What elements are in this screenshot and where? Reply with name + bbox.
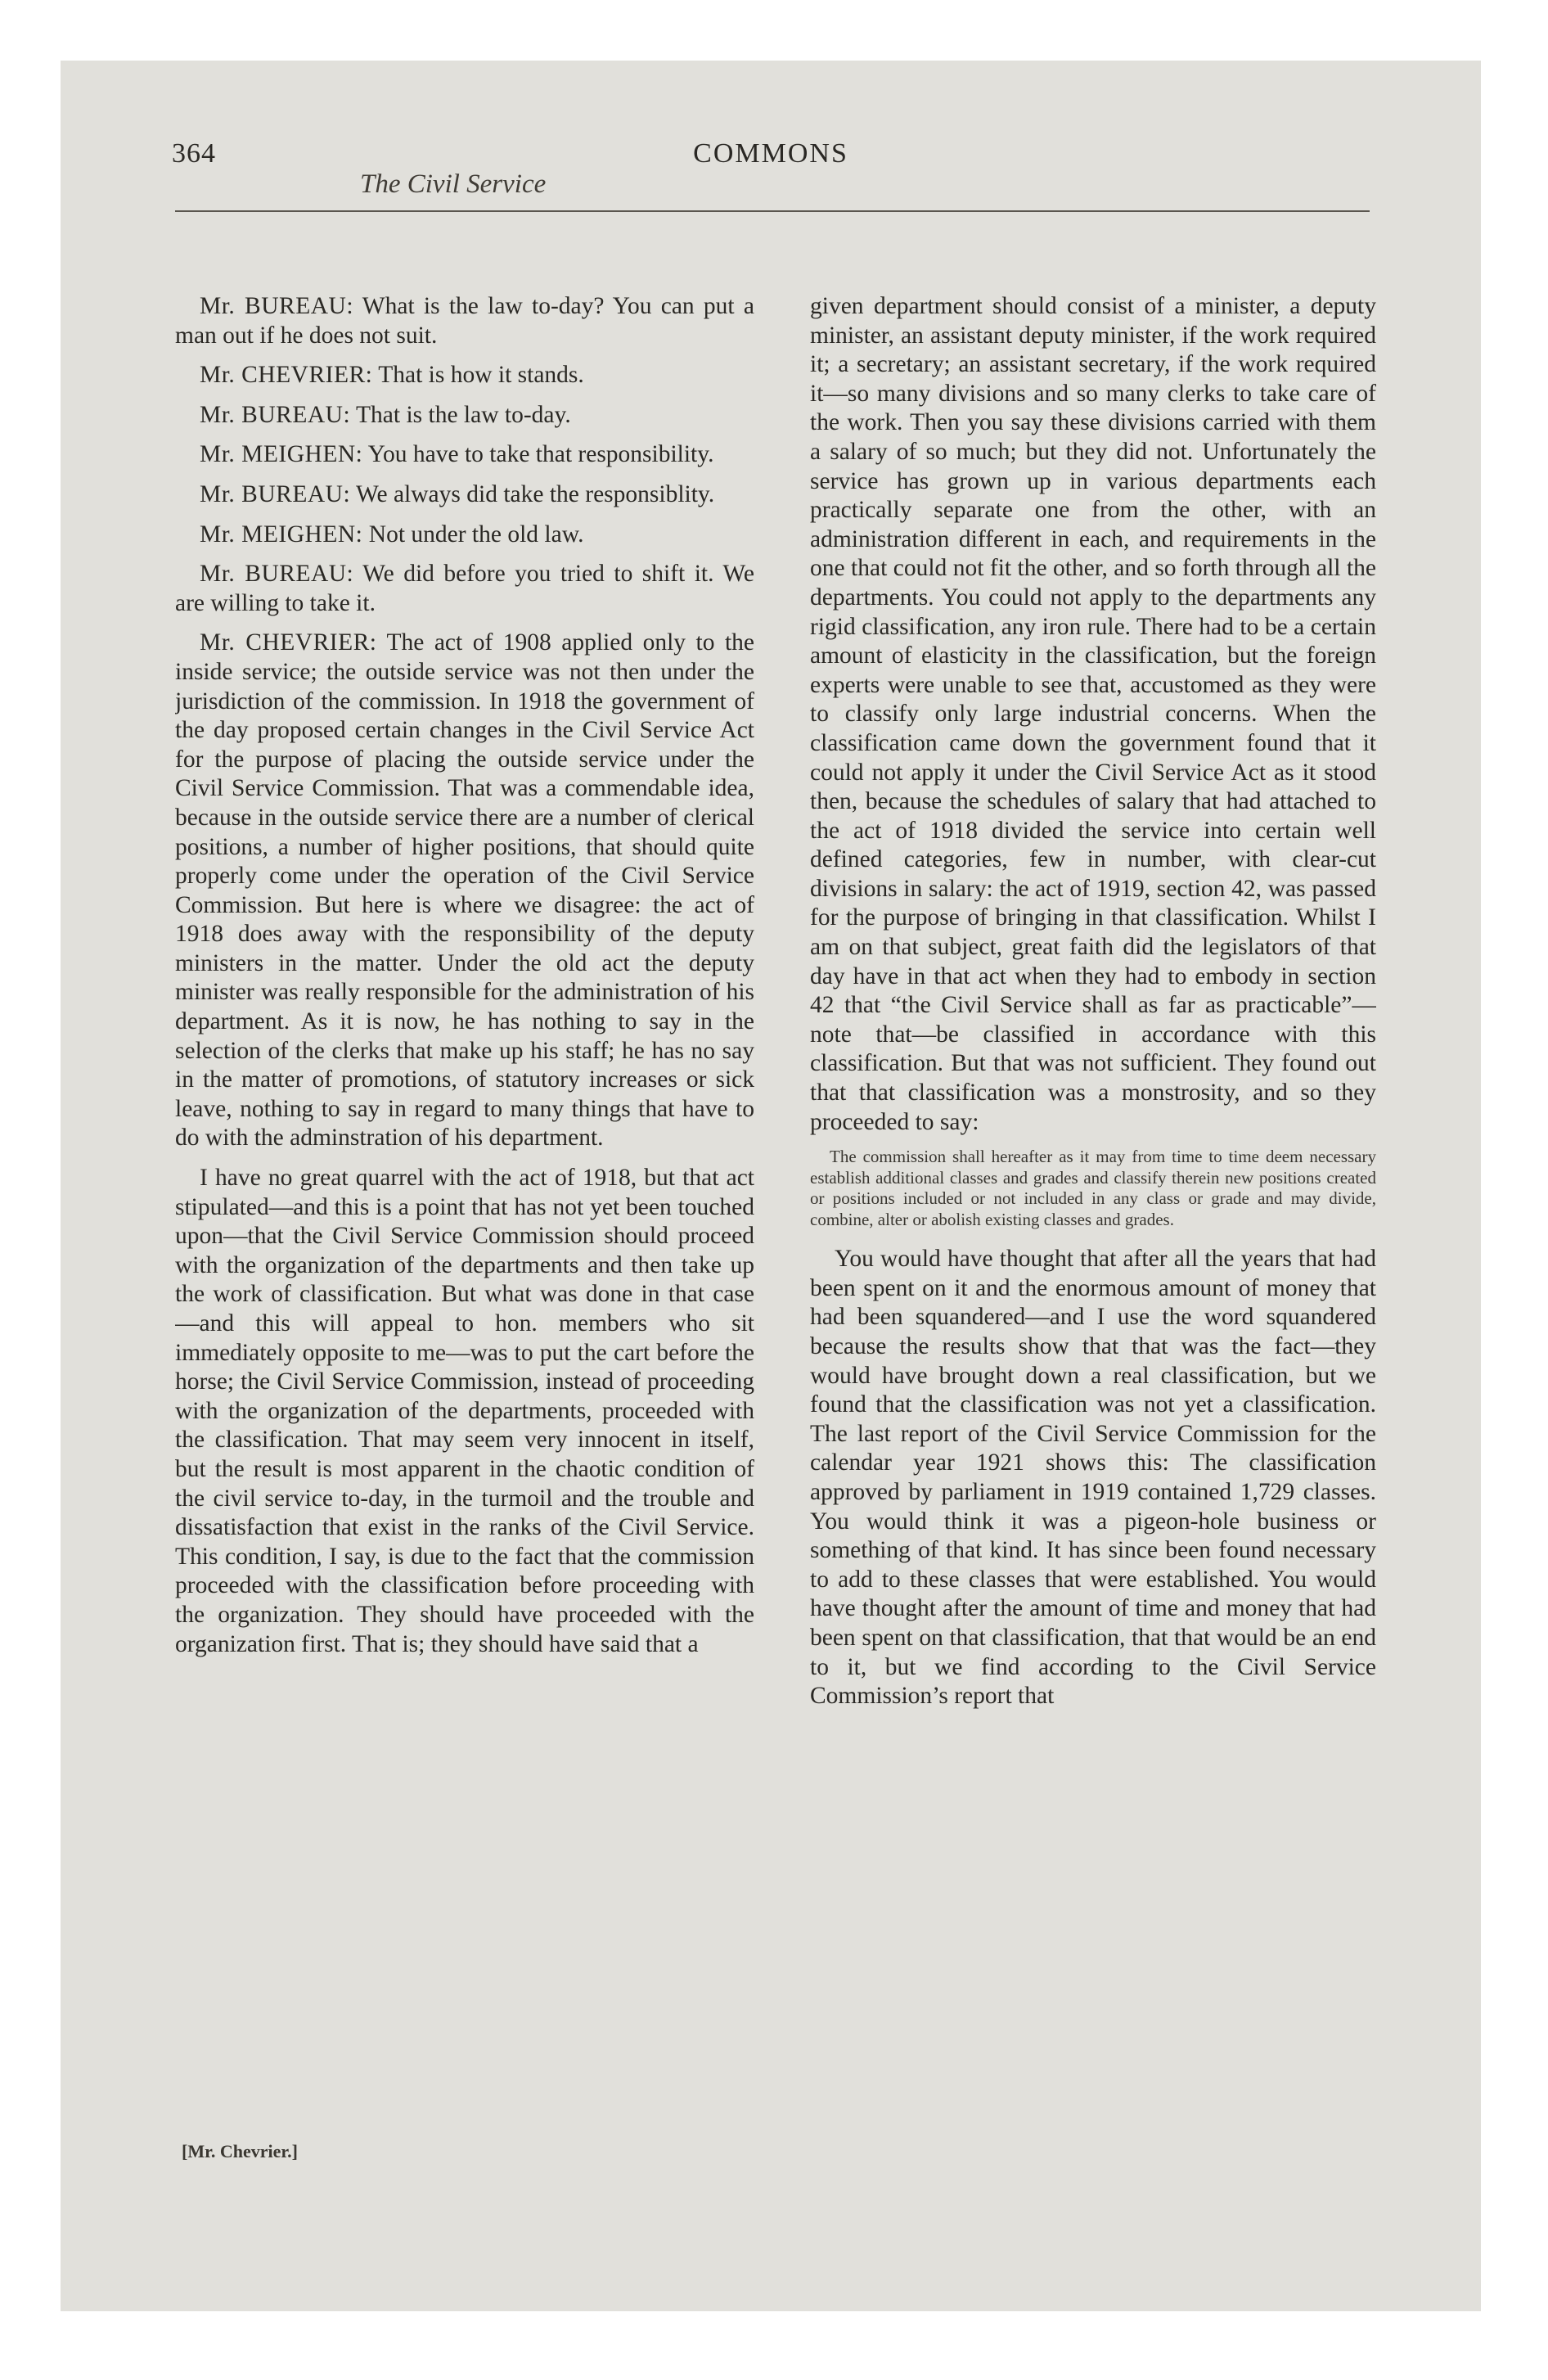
section-title: The Civil Service bbox=[360, 169, 547, 199]
paragraph bbox=[175, 480, 754, 510]
paragraph bbox=[175, 1164, 754, 1659]
paragraph bbox=[175, 292, 754, 350]
running-head: COMMONS bbox=[693, 138, 848, 169]
scanned-page bbox=[61, 61, 1481, 2311]
speaker-name: Mr. CHEVRIER: bbox=[200, 362, 373, 389]
speaker-name: Mr. BUREAU: bbox=[200, 401, 351, 428]
paragraph-text: Not under the old law. bbox=[362, 521, 584, 548]
paragraph bbox=[175, 629, 754, 1153]
left-column bbox=[175, 292, 754, 2256]
page-number: 364 bbox=[172, 138, 216, 169]
speaker-name: Mr. BUREAU: bbox=[200, 561, 354, 588]
paragraph-text: That is the law to-day. bbox=[350, 401, 571, 428]
paragraph bbox=[175, 361, 754, 390]
paragraph-text: We did before you tried to shift it. We are willing to take it. bbox=[175, 561, 754, 616]
paragraph: given department should consist of a minister, a deputy minister, an assistant deputy minister, if the work required it; a secretary; an assistant secretary, if the work required it—so many divisions and so many clerks to take care of the work. Then you say these divisions carried with them a salary of so much; but they did not. Unfortunately the service has grown up in various departments each practically separate one from the other, with an administration different in each, and requirements in the one that could not fit the other, and so forth through all the departments. You could not apply to the departments any rigid classification, any iron rule. There had to be a certain amount of elasticity in the classification, but the foreign experts were unable to see that, accustomed as they were to classify only large industrial concerns. When the classification came down the government found that it could not apply it under the Civil Service Act as it stood then, because the schedules of salary that had attached to the act of 1918 divided the service into certain well defined categories, few in number, with clear-cut divisions in salary: the act of 1919, section 42, was passed for the purpose of bringing in that classification. Whilst I am on that subject, great faith did the legislators of that day have in that act when they had to embody in section 42 that “the Civil Service shall as far as practicable”—note that—be classified in accordance with this classification. But that was not sufficient. They found out that that classification was a monstrosity, and so they proceeded to say: bbox=[810, 293, 1376, 1135]
speaker-name: Mr. MEIGHEN: bbox=[200, 441, 363, 468]
paragraph bbox=[175, 440, 754, 470]
paragraph bbox=[175, 401, 754, 430]
page-header bbox=[61, 138, 1481, 237]
paragraph bbox=[175, 560, 754, 618]
paragraph bbox=[175, 521, 754, 550]
paragraph-text: The act of 1908 applied only to the inside service; the outside service was not then under the jurisdiction of the commission. In 1918 the government of the day proposed certain changes in the Civil Service Act for the purpose of placing the outside service under the Civil Service Commission. That was a commendable idea, because in the outside service there are a number of clerical positions, a number of higher positions, that should quite properly come under the operation of the Civil Service Commission. But here is where we disagree: the act of 1918 does away with the responsibility of the deputy ministers in the matter. Under the old act the deputy minister was really responsible for the administration of his department. As it is now, he has nothing to say in the selection of the clerks that make up his staff; he has no say in the matter of promotions, of statutory increases or sick leave, nothing to say in regard to many things that have to do with the adminstration of his department. bbox=[175, 629, 754, 1152]
statute-quote: The commission shall hereafter as it may from time to time deem necessary establish additional classes and grades and classify therein new positions created or positions included or not included in any class or grade and may divide, combine, alter or abolish existing classes and grades. bbox=[810, 1147, 1376, 1229]
header-rule bbox=[175, 210, 1370, 212]
paragraph-text: We always did take the responsiblity. bbox=[350, 480, 715, 507]
speaker-attribution: [Mr. Chevrier.] bbox=[182, 2141, 298, 2161]
speaker-name: Mr. BUREAU: bbox=[200, 293, 354, 319]
speaker-name: Mr. MEIGHEN: bbox=[200, 521, 363, 548]
right-column bbox=[810, 292, 1376, 2256]
paragraph: You would have thought that after all the years that had been spent on it and the enormous amount of money that had been squandered—and I use the word squandered because the results show that that was the fact—they would have brought down a real classification, but we found that the classification was not yet a classification. The last report of the Civil Service Commission for the calendar year 1921 shows this: The classification approved by parliament in 1919 contained 1,729 classes. You would think it was a pigeon-hole business or something of that kind. It has since been found necessary to add to these classes that were established. You would have thought after the amount of time and money that had been spent on that classification, that that would be an end to it, but we find according to the Civil Service Commission’s report that bbox=[810, 1246, 1376, 1710]
speaker-name: Mr. CHEVRIER: bbox=[200, 629, 377, 656]
paragraph-text: I have no great quarrel with the act of 1918, but that act stipulated—and this is a point that has not yet been touched upon—that the Civil Service Commission should proceed with the organization of the departments and then take up the work of classification. But what was done in that case—and this will appeal to hon. members who sit immediately opposite to me—was to put the cart before the horse; the Civil Service Commission, instead of proceeding with the organization of the departments, proceeded with the classification. That may seem very innocent in itself, but the result is most apparent in the chaotic condition of the civil service to-day, in the turmoil and the trouble and dissatisfaction that exist in the ranks of the Civil Service. This condition, I say, is due to the fact that the commission proceeded with the classification before proceeding with the organization. They should have proceeded with the organization first. That is; they should have said that a bbox=[175, 1165, 754, 1657]
paragraph-text: What is the law to-day? You can put a man out if he does not suit. bbox=[175, 293, 754, 349]
speaker-name: Mr. BUREAU: bbox=[200, 480, 351, 507]
paragraph-text: You have to take that responsibility. bbox=[362, 441, 714, 468]
paragraph-text: That is how it stands. bbox=[372, 362, 584, 389]
